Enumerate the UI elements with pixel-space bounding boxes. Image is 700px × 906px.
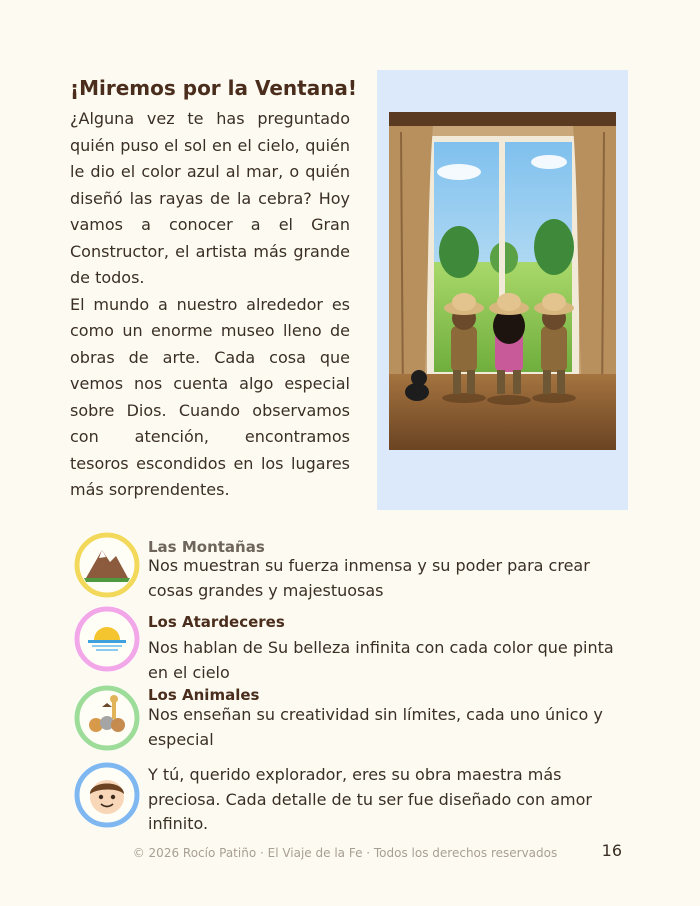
item-text: Nos hablan de Su belleza infinita con cada color que pinta en el cielo	[148, 638, 614, 682]
list-item-you	[70, 760, 640, 836]
item-title: Las Montañas	[148, 538, 265, 556]
list-item-animals	[70, 682, 640, 754]
intro-paragraph-1: ¿Alguna vez te has preguntado quién puso el sol en el cielo, quién le dio el color azul al mar, o quién diseñó las rayas de la cebra? Hoy vamos a conocer a el Gran Constructor, el artista más grande de todos.	[70, 109, 350, 287]
item-text: Nos muestran su fuerza inmensa y su poder para crear cosas grandes y majestuosas	[148, 556, 590, 600]
copyright-footer: © 2026 Rocío Patiño · El Viaje de la Fe · Todos los derechos reservados	[132, 846, 558, 860]
list-item-mountains	[70, 530, 640, 602]
mountain-badge	[74, 532, 140, 598]
intro-text	[70, 106, 350, 504]
item-text: Y tú, querido explorador, eres su obra maestra más preciosa. Cada detalle de tu ser fue diseñado con amor infinito.	[148, 765, 592, 833]
item-title: Los Atardeceres	[148, 613, 285, 631]
child-badge	[74, 762, 140, 828]
item-title: Los Animales	[148, 686, 260, 704]
animals-icon	[74, 685, 140, 751]
sunset-badge	[74, 606, 140, 672]
page-number: 16	[601, 841, 622, 860]
mountain-icon	[74, 532, 140, 598]
animals-badge	[74, 685, 140, 751]
page-title: ¡Miremos por la Ventana!	[70, 76, 358, 100]
list-item-sunsets	[70, 604, 640, 680]
intro-paragraph-2: El mundo a nuestro alrededor es como un enorme museo lleno de obras de arte. Cada cosa que vemos nos cuenta algo especial sobre Dios. Cuando observamos con atención, encontramos tesoros escondidos en los lugares más sorprendentes.	[70, 294, 350, 499]
window-illustration	[377, 70, 628, 510]
sunset-icon	[74, 606, 140, 672]
kids-at-window-image	[389, 112, 616, 450]
child-face-icon	[74, 762, 140, 828]
item-text: Nos enseñan su creatividad sin límites, cada uno único y especial	[148, 705, 603, 749]
